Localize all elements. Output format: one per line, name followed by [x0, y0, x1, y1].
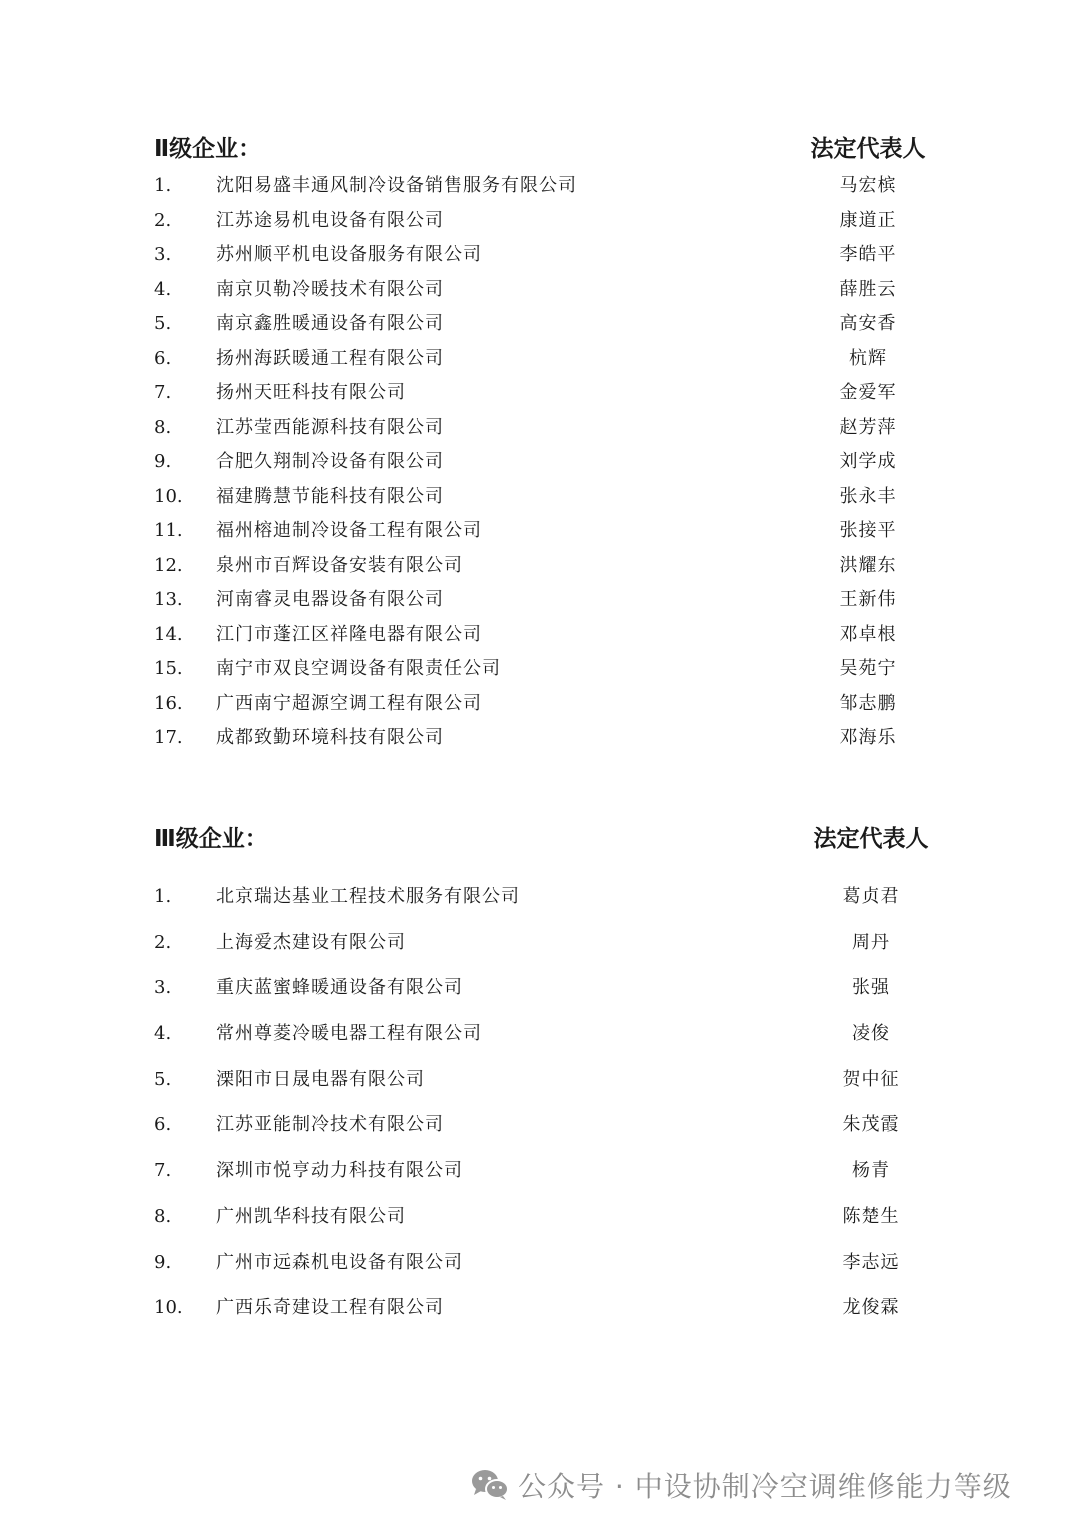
legal-representative: 周丹 [852, 931, 890, 953]
legal-representative: 张永丰 [839, 485, 897, 507]
legal-representative: 邹志鹏 [839, 692, 897, 714]
company-name: 广西乐奇建设工程有限公司 [216, 1297, 444, 1319]
legal-representative: 朱茂霞 [842, 1114, 900, 1136]
company-name: 广西南宁超源空调工程有限公司 [216, 692, 482, 714]
company-name: 扬州海跃暖通工程有限公司 [216, 347, 444, 369]
company-row [0, 307, 1080, 342]
row-number: 5. [154, 1068, 172, 1090]
company-name: 常州尊菱冷暖电器工程有限公司 [216, 1023, 482, 1045]
watermark-text: 公众号 · 中设协制冷空调维修能力等级 [518, 1470, 1012, 1503]
company-name: 北京瑞达基业工程技术服务有限公司 [216, 886, 520, 907]
company-row [0, 965, 1080, 1011]
company-row [0, 1011, 1080, 1057]
legal-representative: 赵芳萍 [839, 416, 897, 438]
company-row [0, 238, 1080, 273]
row-number: 2. [154, 209, 172, 231]
row-number: 4. [154, 278, 172, 300]
legal-representative: 薛胜云 [839, 278, 897, 300]
legal-representative: 吴苑宁 [839, 658, 897, 679]
row-number: 1. [154, 175, 172, 196]
representative-column-header: 法定代表人 [813, 826, 929, 852]
company-row [0, 687, 1080, 722]
legal-representative: 李志远 [842, 1251, 900, 1273]
row-number: 17. [154, 727, 183, 748]
row-number: 6. [154, 1114, 172, 1136]
section-header [0, 132, 1080, 166]
legal-representative: 贺中征 [842, 1068, 900, 1090]
watermark [470, 1462, 1012, 1508]
row-number: 10. [154, 1297, 183, 1319]
legal-representative: 邓海乐 [839, 727, 897, 748]
company-row [0, 1057, 1080, 1103]
row-number: 12. [154, 554, 183, 576]
company-list [0, 874, 1080, 1331]
company-name: 沈阳易盛丰通风制冷设备销售服务有限公司 [216, 175, 577, 196]
company-row [0, 1285, 1080, 1331]
company-name: 南宁市双良空调设备有限责任公司 [216, 658, 501, 679]
row-number: 2. [154, 931, 172, 953]
company-list [0, 169, 1080, 756]
row-number: 3. [154, 244, 172, 265]
legal-representative: 金爱军 [839, 382, 897, 403]
legal-representative: 陈楚生 [842, 1205, 900, 1227]
legal-representative: 高安香 [839, 313, 897, 334]
company-row [0, 1148, 1080, 1194]
row-number: 3. [154, 977, 172, 999]
company-row [0, 204, 1080, 239]
row-number: 15. [154, 658, 183, 679]
company-row [0, 920, 1080, 966]
legal-representative: 张强 [852, 977, 890, 999]
legal-representative: 葛贞君 [842, 886, 900, 907]
legal-representative: 龙俊霖 [842, 1297, 900, 1319]
section-title: Ⅱ级企业： [154, 136, 262, 162]
legal-representative: 凌俊 [852, 1023, 890, 1045]
company-row [0, 342, 1080, 377]
row-number: 8. [154, 416, 172, 438]
company-name: 上海爱杰建设有限公司 [216, 931, 406, 953]
company-name: 江门市蓬江区祥隆电器有限公司 [216, 623, 482, 645]
company-row [0, 583, 1080, 618]
company-name: 江苏莹西能源科技有限公司 [216, 416, 444, 438]
company-name: 福州榕迪制冷设备工程有限公司 [216, 520, 482, 541]
legal-representative: 邓卓根 [839, 623, 897, 645]
row-number: 5. [154, 313, 172, 334]
company-name: 泉州市百辉设备安装有限公司 [216, 554, 463, 576]
legal-representative: 马宏槟 [839, 175, 897, 196]
company-name: 江苏亚能制冷技术有限公司 [216, 1114, 444, 1136]
section-header [0, 822, 1080, 856]
row-number: 7. [154, 1160, 172, 1182]
legal-representative: 杭辉 [849, 347, 887, 369]
row-number: 13. [154, 589, 183, 610]
company-name: 广州凯华科技有限公司 [216, 1205, 406, 1227]
company-name: 溧阳市日晟电器有限公司 [216, 1068, 425, 1090]
row-number: 10. [154, 485, 183, 507]
company-name: 重庆蓝蜜蜂暖通设备有限公司 [216, 977, 463, 999]
company-row [0, 1194, 1080, 1240]
company-row [0, 1102, 1080, 1148]
company-name: 河南睿灵电器设备有限公司 [216, 589, 444, 610]
company-name: 南京贝勒冷暖技术有限公司 [216, 278, 444, 300]
company-name: 福建腾慧节能科技有限公司 [216, 485, 444, 507]
legal-representative: 王新伟 [839, 589, 897, 610]
company-row [0, 721, 1080, 756]
representative-column-header: 法定代表人 [810, 136, 926, 162]
company-row [0, 652, 1080, 687]
company-row [0, 549, 1080, 584]
company-name: 深圳市悦亨动力科技有限公司 [216, 1160, 463, 1182]
wechat-icon [470, 1468, 510, 1502]
legal-representative: 刘学成 [839, 451, 897, 472]
row-number: 9. [154, 1251, 172, 1273]
legal-representative: 康道正 [839, 209, 897, 231]
company-row [0, 480, 1080, 515]
company-name: 扬州天旺科技有限公司 [216, 382, 406, 403]
row-number: 9. [154, 451, 172, 472]
company-row [0, 376, 1080, 411]
row-number: 4. [154, 1023, 172, 1045]
company-name: 苏州顺平机电设备服务有限公司 [216, 244, 482, 265]
company-name: 南京鑫胜暖通设备有限公司 [216, 313, 444, 334]
company-row [0, 514, 1080, 549]
company-row [0, 1240, 1080, 1286]
row-number: 11. [154, 520, 183, 541]
legal-representative: 杨青 [852, 1160, 890, 1182]
company-row [0, 874, 1080, 920]
company-row [0, 445, 1080, 480]
row-number: 6. [154, 347, 172, 369]
company-name: 合肥久翔制冷设备有限公司 [216, 451, 444, 472]
row-number: 14. [154, 623, 183, 645]
company-name: 江苏途易机电设备有限公司 [216, 209, 444, 231]
row-number: 7. [154, 382, 172, 403]
legal-representative: 张接平 [839, 520, 897, 541]
legal-representative: 李皓平 [839, 244, 897, 265]
row-number: 8. [154, 1205, 172, 1227]
section-title: Ⅲ级企业： [154, 826, 268, 852]
company-row [0, 273, 1080, 308]
company-name: 成都致勤环境科技有限公司 [216, 727, 444, 748]
company-row [0, 411, 1080, 446]
company-name: 广州市远森机电设备有限公司 [216, 1251, 463, 1273]
legal-representative: 洪耀东 [839, 554, 897, 576]
company-row [0, 618, 1080, 653]
row-number: 1. [154, 886, 172, 907]
company-row [0, 169, 1080, 204]
row-number: 16. [154, 692, 183, 714]
